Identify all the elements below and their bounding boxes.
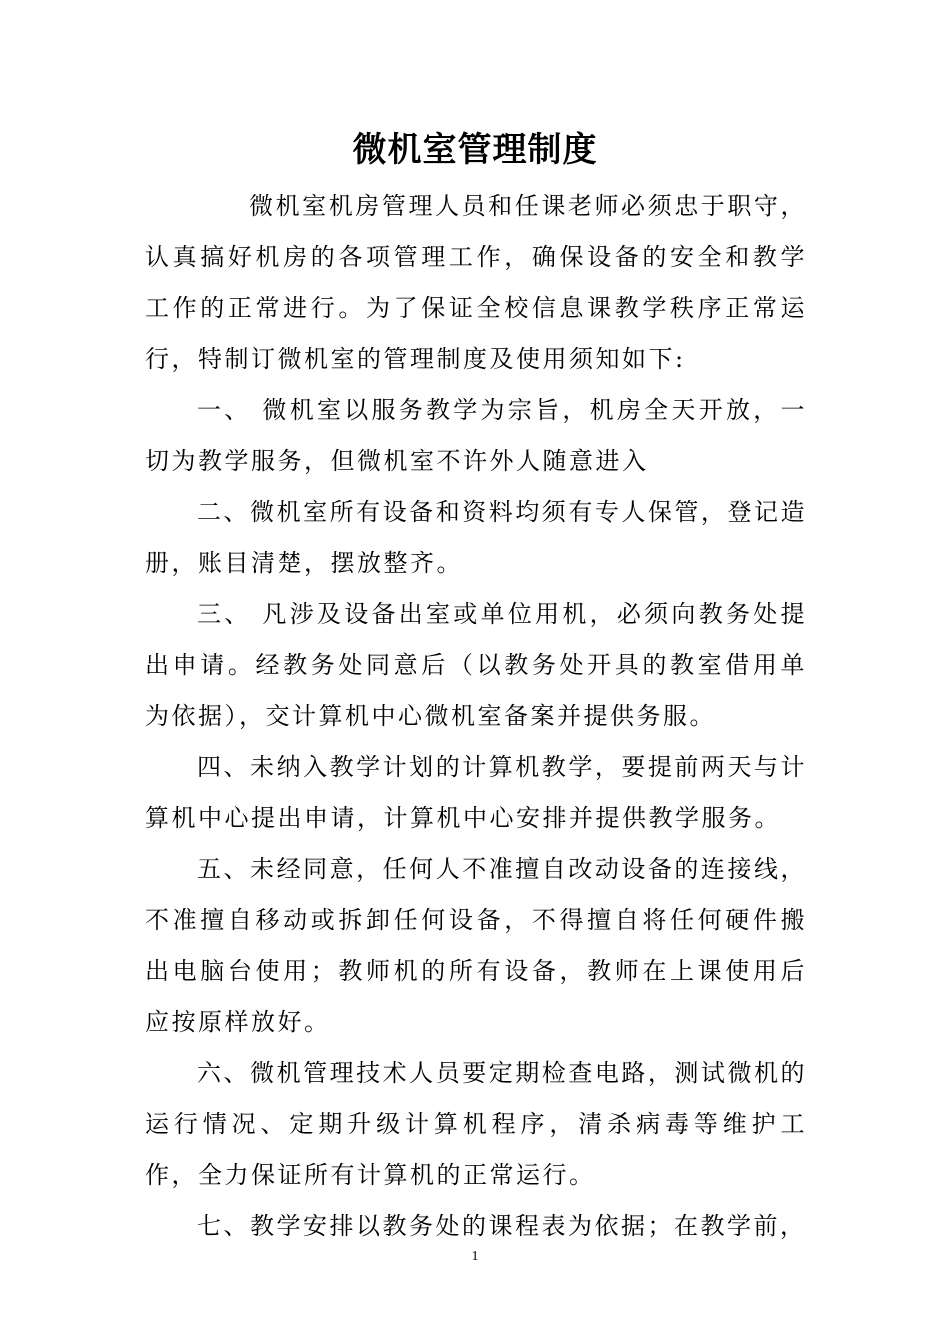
document-body <box>145 181 807 1252</box>
document-title: 微机室管理制度 <box>352 130 598 170</box>
rule-item-7: 七、教学安排以教务处的课程表为依据；在教学前， <box>197 1212 807 1240</box>
page-number: 1 <box>471 1249 479 1264</box>
rule-item-2: 二、微机室所有设备和资料均须有专人保管，登记造册，账目清楚，摆放整齐。 <box>145 498 807 577</box>
rule-item-5: 五、未经同意，任何人不准擅自改动设备的连接线，不准擅自移动或拆卸任何设备，不得擅自将任何硬件搬出电脑台使用；教师机的所有设备，教师在上课使用后应按原样放好。 <box>145 855 807 1036</box>
rule-item-3: 三、 凡涉及设备出室或单位用机，必须向教务处提出申请。经教务处同意后（以教务处开具的教室借用单为依据），交计算机中心微机室备案并提供务服。 <box>145 600 807 730</box>
intro-paragraph: 微机室机房管理人员和任课老师必须忠于职守，认真搞好机房的各项管理工作，确保设备的安全和教学工作的正常进行。为了保证全校信息课教学秩序正常运行，特制订微机室的管理制度及使用须知如下: <box>145 192 807 373</box>
rule-item-1: 一、 微机室以服务教学为宗旨，机房全天开放，一切为教学服务，但微机室不许外人随意进入 <box>145 396 807 475</box>
rule-item-4: 四、未纳入教学计划的计算机教学，要提前两天与计算机中心提出申请，计算机中心安排并提供教学服务。 <box>145 753 807 832</box>
rule-item-6: 六、微机管理技术人员要定期检查电路，测试微机的运行情况、定期升级计算机程序，清杀病毒等维护工作，全力保证所有计算机的正常运行。 <box>145 1059 807 1189</box>
